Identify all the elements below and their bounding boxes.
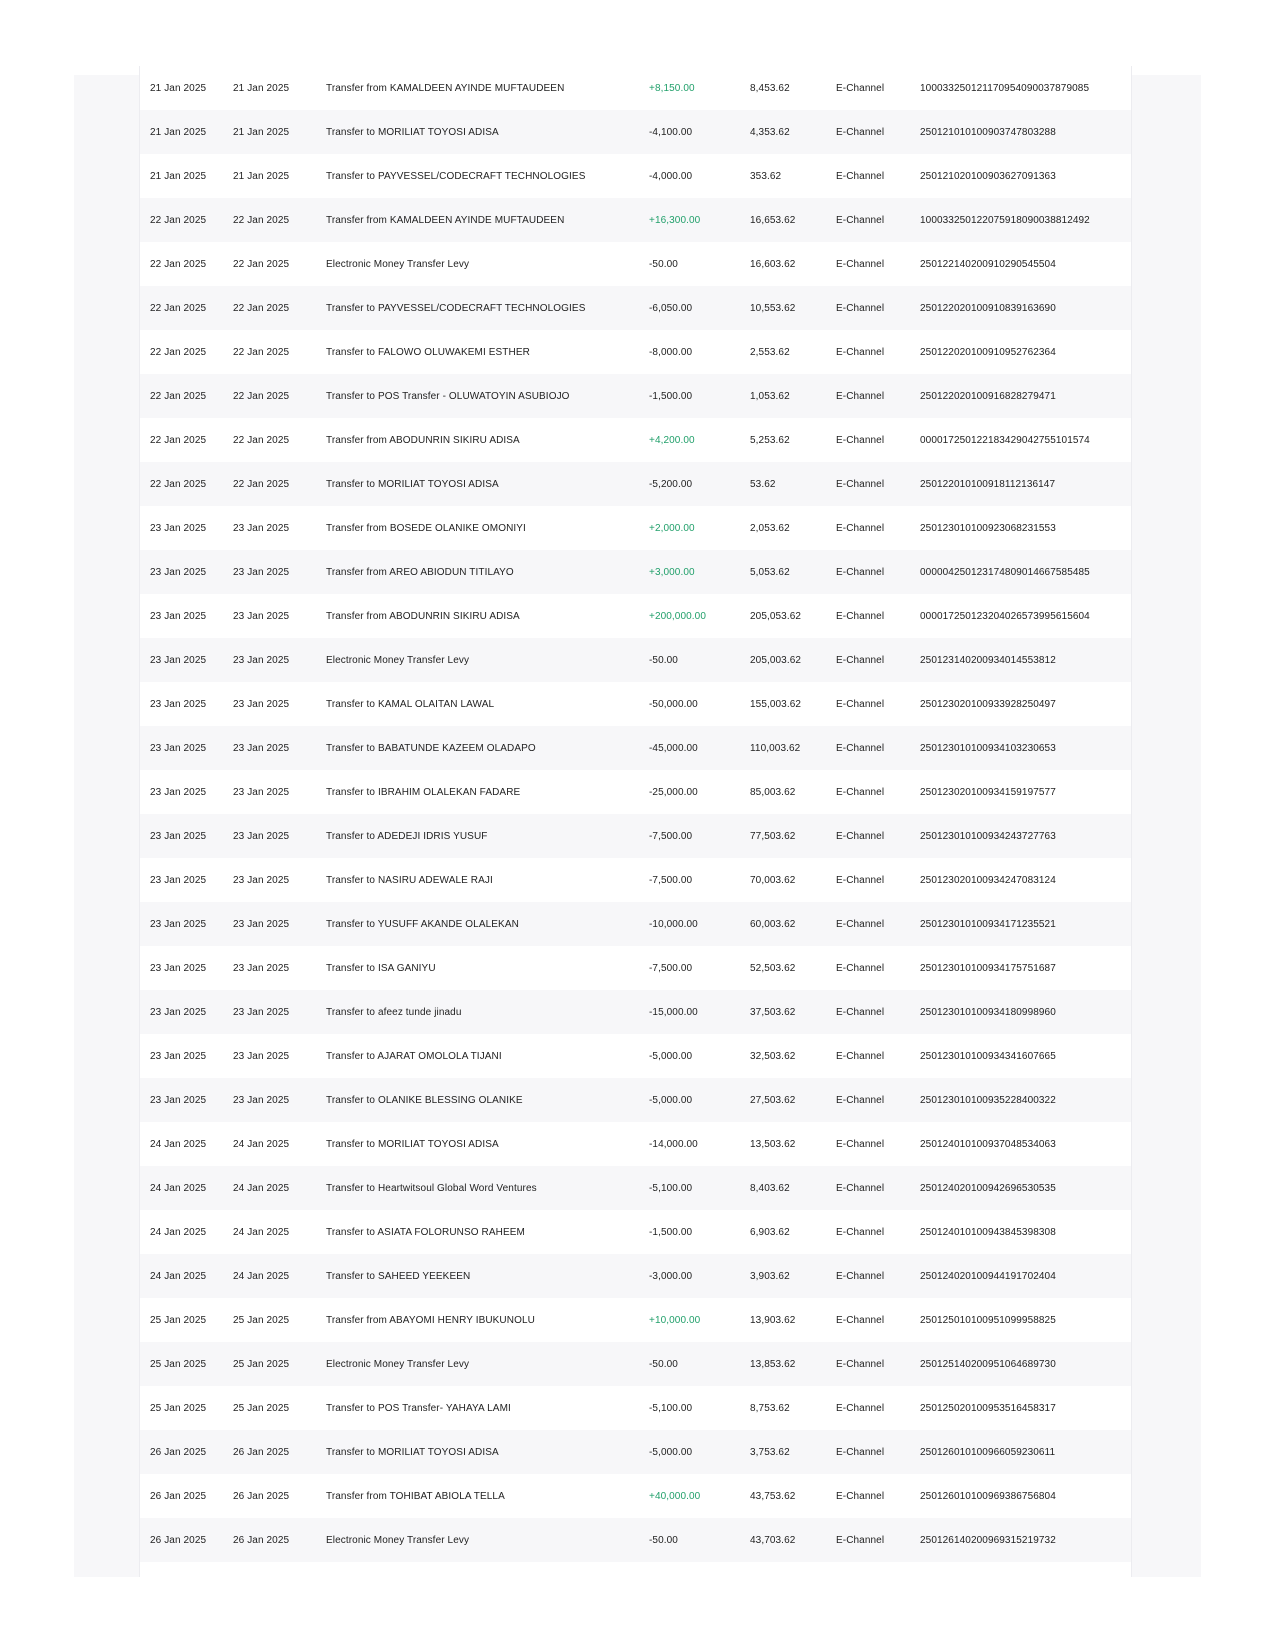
transaction-date: 26 Jan 2025 [140, 1430, 233, 1474]
transaction-description: Transfer to MORILIAT TOYOSI ADISA [326, 1430, 649, 1474]
transaction-channel: E-Channel [836, 1138, 885, 1150]
running-balance: 2,053.62 [750, 522, 790, 534]
transaction-reference: 250123020100933928250497 [920, 698, 1056, 710]
table-row [140, 1122, 1131, 1166]
transaction-description: Transfer from BOSEDE OLANIKE OMONIYI [326, 522, 526, 534]
transaction-description: Transfer to OLANIKE BLESSING OLANIKE [326, 1078, 649, 1122]
transaction-reference: 250125140200951064689730 [920, 1342, 1131, 1386]
running-balance: 10,553.62 [750, 286, 836, 330]
table-row [140, 902, 1131, 946]
running-balance: 5,253.62 [750, 434, 790, 446]
value-date: 24 Jan 2025 [233, 1254, 326, 1298]
transaction-description: Transfer to ISA GANIYU [326, 962, 436, 974]
transaction-reference: 250121010100903747803288 [920, 110, 1131, 154]
transaction-amount: -5,000.00 [649, 1050, 693, 1062]
table-row [140, 330, 1131, 374]
value-date: 24 Jan 2025 [233, 1138, 290, 1150]
value-date: 22 Jan 2025 [233, 374, 326, 418]
value-date: 21 Jan 2025 [233, 110, 326, 154]
running-balance: 3,753.62 [750, 1430, 836, 1474]
value-date: 26 Jan 2025 [233, 1490, 290, 1502]
transaction-date: 25 Jan 2025 [150, 1314, 207, 1326]
transaction-amount: -5,100.00 [649, 1166, 750, 1210]
transaction-reference: 250123020100934247083124 [920, 874, 1056, 886]
transaction-amount: -1,500.00 [649, 374, 750, 418]
running-balance: 2,553.62 [750, 346, 790, 358]
transaction-reference: 250123010100934180998960 [920, 990, 1131, 1034]
transaction-date: 23 Jan 2025 [150, 962, 207, 974]
value-date: 22 Jan 2025 [233, 286, 326, 330]
table-row [140, 242, 1131, 286]
transaction-amount: -5,000.00 [649, 1078, 750, 1122]
transaction-description: Transfer from AREO ABIODUN TITILAYO [326, 550, 649, 594]
running-balance: 32,503.62 [750, 1050, 796, 1062]
table-row [140, 814, 1131, 858]
table-row [140, 110, 1131, 154]
transaction-reference: 250124020100942696530535 [920, 1166, 1131, 1210]
transaction-amount: -50,000.00 [649, 698, 698, 710]
transaction-amount: -50.00 [649, 638, 750, 682]
transaction-reference: 000004250123174809014667585485 [920, 550, 1131, 594]
transaction-date: 22 Jan 2025 [150, 434, 207, 446]
transaction-description: Electronic Money Transfer Levy [326, 638, 649, 682]
value-date: 24 Jan 2025 [233, 1166, 326, 1210]
value-date: 23 Jan 2025 [233, 990, 326, 1034]
transaction-reference: 250122020100910952762364 [920, 346, 1056, 358]
transaction-reference: 000017250123204026573995615604 [920, 610, 1090, 622]
transaction-channel: E-Channel [836, 786, 885, 798]
transaction-description: Transfer to Heartwitsoul Global Word Ventures [326, 1166, 649, 1210]
table-row [140, 154, 1131, 198]
transaction-amount: -25,000.00 [649, 786, 698, 798]
value-date: 23 Jan 2025 [233, 698, 290, 710]
transaction-reference: 250122020100910839163690 [920, 286, 1131, 330]
transaction-amount: -3,000.00 [649, 1254, 750, 1298]
table-row [140, 1518, 1131, 1562]
transaction-reference: 100033250121170954090037879085 [920, 82, 1090, 94]
value-date: 22 Jan 2025 [233, 258, 290, 270]
transaction-description: Transfer from KAMALDEEN AYINDE MUFTAUDEEN [326, 82, 565, 94]
transaction-date: 26 Jan 2025 [140, 1518, 233, 1562]
transaction-reference: 250126140200969315219732 [920, 1518, 1131, 1562]
running-balance: 6,903.62 [750, 1226, 790, 1238]
running-balance: 205,003.62 [750, 638, 836, 682]
transaction-amount: -5,000.00 [649, 1430, 750, 1474]
transaction-date: 23 Jan 2025 [150, 786, 207, 798]
transaction-channel: E-Channel [836, 170, 885, 182]
transaction-reference: 250123010100934341607665 [920, 1050, 1056, 1062]
transaction-description: Transfer from TOHIBAT ABIOLA TELLA [326, 1490, 505, 1502]
transaction-channel: E-Channel [836, 522, 885, 534]
running-balance: 60,003.62 [750, 902, 836, 946]
transaction-channel: E-Channel [836, 1490, 885, 1502]
transaction-amount: -50.00 [649, 258, 678, 270]
value-date: 23 Jan 2025 [233, 1078, 326, 1122]
transaction-date: 24 Jan 2025 [140, 1166, 233, 1210]
running-balance: 13,853.62 [750, 1342, 836, 1386]
value-date: 25 Jan 2025 [233, 1342, 326, 1386]
transaction-date: 22 Jan 2025 [140, 286, 233, 330]
transaction-channel: E-Channel [836, 346, 885, 358]
transaction-channel: E-Channel [836, 814, 920, 858]
transaction-reference: 250123010100935228400322 [920, 1078, 1131, 1122]
transaction-channel: E-Channel [836, 198, 920, 242]
running-balance: 4,353.62 [750, 110, 836, 154]
running-balance: 77,503.62 [750, 814, 836, 858]
transaction-date: 22 Jan 2025 [140, 198, 233, 242]
transaction-channel: E-Channel [836, 990, 920, 1034]
transaction-reference: 250123010100934171235521 [920, 902, 1131, 946]
value-date: 25 Jan 2025 [233, 1402, 290, 1414]
transaction-channel: E-Channel [836, 110, 920, 154]
transaction-amount: -7,500.00 [649, 814, 750, 858]
table-row [140, 1254, 1131, 1298]
transaction-channel: E-Channel [836, 1254, 920, 1298]
transaction-amount: -50.00 [649, 1342, 750, 1386]
transaction-amount: -4,100.00 [649, 110, 750, 154]
transaction-channel: E-Channel [836, 638, 920, 682]
transaction-reference: 250124020100944191702404 [920, 1254, 1131, 1298]
transaction-reference: 250126010100966059230611 [920, 1430, 1131, 1474]
transaction-date: 23 Jan 2025 [150, 1050, 207, 1062]
transaction-description: Transfer to NASIRU ADEWALE RAJI [326, 874, 493, 886]
transaction-description: Transfer from ABAYOMI HENRY IBUKUNOLU [326, 1314, 535, 1326]
table-row [140, 1210, 1131, 1254]
value-date: 22 Jan 2025 [233, 434, 290, 446]
transaction-amount: +2,000.00 [649, 522, 695, 534]
transactions-body [140, 66, 1131, 1562]
transaction-description: Transfer to YUSUFF AKANDE OLALEKAN [326, 902, 649, 946]
running-balance: 70,003.62 [750, 874, 796, 886]
transaction-channel: E-Channel [836, 1430, 920, 1474]
transaction-amount: -45,000.00 [649, 726, 750, 770]
running-balance: 85,003.62 [750, 786, 796, 798]
transaction-reference: 250124010100943845398308 [920, 1226, 1056, 1238]
running-balance: 52,503.62 [750, 962, 796, 974]
transaction-reference: 250123020100934159197577 [920, 786, 1056, 798]
transaction-date: 21 Jan 2025 [150, 82, 207, 94]
transaction-date: 23 Jan 2025 [150, 522, 207, 534]
transaction-date: 23 Jan 2025 [140, 638, 233, 682]
transaction-channel: E-Channel [836, 82, 885, 94]
transaction-amount: -10,000.00 [649, 902, 750, 946]
transaction-amount: -1,500.00 [649, 1226, 693, 1238]
transaction-description: Transfer to AJARAT OMOLOLA TIJANI [326, 1050, 502, 1062]
transaction-channel: E-Channel [836, 962, 885, 974]
value-date: 23 Jan 2025 [233, 726, 326, 770]
transaction-date: 23 Jan 2025 [150, 610, 207, 622]
running-balance: 5,053.62 [750, 550, 836, 594]
transaction-amount: -7,500.00 [649, 962, 693, 974]
value-date: 26 Jan 2025 [233, 1518, 326, 1562]
table-row [140, 682, 1131, 726]
transaction-amount: +10,000.00 [649, 1314, 701, 1326]
transaction-amount: -15,000.00 [649, 990, 750, 1034]
value-date: 23 Jan 2025 [233, 610, 290, 622]
table-row [140, 286, 1131, 330]
transaction-date: 24 Jan 2025 [150, 1138, 207, 1150]
table-row [140, 1298, 1131, 1342]
running-balance: 110,003.62 [750, 726, 836, 770]
running-balance: 37,503.62 [750, 990, 836, 1034]
table-row [140, 726, 1131, 770]
transaction-channel: E-Channel [836, 1518, 920, 1562]
value-date: 23 Jan 2025 [233, 814, 326, 858]
transaction-reference: 250123010100934103230653 [920, 726, 1131, 770]
running-balance: 27,503.62 [750, 1078, 836, 1122]
transaction-reference: 250122010100918112136147 [920, 462, 1131, 506]
transaction-channel: E-Channel [836, 902, 920, 946]
table-row [140, 990, 1131, 1034]
transaction-reference: 250123140200934014553812 [920, 638, 1131, 682]
transaction-channel: E-Channel [836, 1314, 885, 1326]
transaction-amount: -4,000.00 [649, 170, 693, 182]
transaction-amount: +3,000.00 [649, 550, 750, 594]
transaction-date: 22 Jan 2025 [140, 374, 233, 418]
table-row [140, 1166, 1131, 1210]
transaction-channel: E-Channel [836, 462, 920, 506]
transaction-reference: 250123010100934175751687 [920, 962, 1056, 974]
transaction-channel: E-Channel [836, 1402, 885, 1414]
transaction-date: 23 Jan 2025 [140, 902, 233, 946]
table-row [140, 946, 1131, 990]
running-balance: 3,903.62 [750, 1254, 836, 1298]
transaction-channel: E-Channel [836, 550, 920, 594]
value-date: 23 Jan 2025 [233, 786, 290, 798]
transaction-amount: -50.00 [649, 1518, 750, 1562]
transaction-date: 24 Jan 2025 [150, 1226, 207, 1238]
value-date: 23 Jan 2025 [233, 1050, 290, 1062]
transaction-date: 22 Jan 2025 [150, 258, 207, 270]
transaction-date: 23 Jan 2025 [150, 698, 207, 710]
transaction-description: Transfer to POS Transfer - OLUWATOYIN ASUBIOJO [326, 374, 649, 418]
table-row [140, 66, 1131, 110]
transaction-channel: E-Channel [836, 1078, 920, 1122]
transactions-table [140, 66, 1131, 1562]
transaction-description: Transfer to ADEDEJI IDRIS YUSUF [326, 814, 649, 858]
transaction-date: 25 Jan 2025 [140, 1342, 233, 1386]
transaction-date: 21 Jan 2025 [140, 110, 233, 154]
table-row [140, 418, 1131, 462]
transaction-date: 23 Jan 2025 [140, 814, 233, 858]
transaction-amount: -5,200.00 [649, 462, 750, 506]
transaction-date: 23 Jan 2025 [140, 726, 233, 770]
transaction-date: 23 Jan 2025 [140, 1078, 233, 1122]
transaction-description: Transfer to PAYVESSEL/CODECRAFT TECHNOLOGIES [326, 286, 649, 330]
value-date: 23 Jan 2025 [233, 874, 290, 886]
transaction-description: Electronic Money Transfer Levy [326, 258, 470, 270]
transaction-amount: +40,000.00 [649, 1490, 701, 1502]
transaction-reference: 000017250122183429042755101574 [920, 434, 1090, 446]
transaction-date: 21 Jan 2025 [150, 170, 207, 182]
transaction-description: Transfer to BABATUNDE KAZEEM OLADAPO [326, 726, 649, 770]
table-row [140, 858, 1131, 902]
table-row [140, 198, 1131, 242]
running-balance: 1,053.62 [750, 374, 836, 418]
transaction-channel: E-Channel [836, 1342, 920, 1386]
transaction-description: Transfer to MORILIAT TOYOSI ADISA [326, 110, 649, 154]
transaction-reference: 250121020100903627091363 [920, 170, 1056, 182]
transaction-description: Transfer to ASIATA FOLORUNSO RAHEEM [326, 1226, 525, 1238]
transaction-amount: +4,200.00 [649, 434, 695, 446]
transaction-channel: E-Channel [836, 286, 920, 330]
value-date: 23 Jan 2025 [233, 902, 326, 946]
transaction-description: Transfer to POS Transfer- YAHAYA LAMI [326, 1402, 511, 1414]
running-balance: 13,903.62 [750, 1314, 796, 1326]
transaction-date: 25 Jan 2025 [150, 1402, 207, 1414]
transaction-reference: 250124010100937048534063 [920, 1138, 1056, 1150]
running-balance: 8,453.62 [750, 82, 790, 94]
running-balance: 8,753.62 [750, 1402, 790, 1414]
value-date: 23 Jan 2025 [233, 638, 326, 682]
transaction-reference: 100033250122075918090038812492 [920, 198, 1131, 242]
running-balance: 16,603.62 [750, 258, 796, 270]
table-row [140, 1386, 1131, 1430]
table-row [140, 638, 1131, 682]
table-row [140, 374, 1131, 418]
value-date: 23 Jan 2025 [233, 962, 290, 974]
transaction-channel: E-Channel [836, 1226, 885, 1238]
transaction-date: 26 Jan 2025 [150, 1490, 207, 1502]
transaction-reference: 250122140200910290545504 [920, 258, 1056, 270]
table-row [140, 1342, 1131, 1386]
running-balance: 53.62 [750, 462, 836, 506]
transaction-amount: -14,000.00 [649, 1138, 698, 1150]
running-balance: 8,403.62 [750, 1166, 836, 1210]
table-row [140, 550, 1131, 594]
table-row [140, 1474, 1131, 1518]
transaction-channel: E-Channel [836, 258, 885, 270]
transaction-description: Transfer to SAHEED YEEKEEN [326, 1254, 649, 1298]
transaction-description: Transfer from ABODUNRIN SIKIRU ADISA [326, 434, 520, 446]
transaction-description: Transfer to afeez tunde jinadu [326, 990, 649, 1034]
transaction-amount: +8,150.00 [649, 82, 695, 94]
transaction-description: Transfer to MORILIAT TOYOSI ADISA [326, 1138, 499, 1150]
transaction-date: 23 Jan 2025 [150, 874, 207, 886]
transaction-reference: 250125010100951099958825 [920, 1314, 1056, 1326]
transaction-description: Transfer to IBRAHIM OLALEKAN FADARE [326, 786, 521, 798]
value-date: 21 Jan 2025 [233, 82, 290, 94]
running-balance: 205,053.62 [750, 610, 802, 622]
table-row [140, 1078, 1131, 1122]
transaction-date: 22 Jan 2025 [150, 346, 207, 358]
table-row [140, 594, 1131, 638]
table-row [140, 770, 1131, 814]
value-date: 23 Jan 2025 [233, 550, 326, 594]
transaction-reference: 250126010100969386756804 [920, 1490, 1056, 1502]
transaction-channel: E-Channel [836, 374, 920, 418]
value-date: 22 Jan 2025 [233, 346, 290, 358]
transaction-amount: +200,000.00 [649, 610, 706, 622]
transaction-description: Transfer from KAMALDEEN AYINDE MUFTAUDEEN [326, 198, 649, 242]
transaction-reference: 250123010100934243727763 [920, 814, 1131, 858]
table-row [140, 462, 1131, 506]
transaction-reference: 250122020100916828279471 [920, 374, 1131, 418]
running-balance: 16,653.62 [750, 198, 836, 242]
running-balance: 43,753.62 [750, 1490, 796, 1502]
transaction-amount: -5,100.00 [649, 1402, 693, 1414]
transaction-channel: E-Channel [836, 434, 885, 446]
running-balance: 43,703.62 [750, 1518, 836, 1562]
transaction-date: 22 Jan 2025 [140, 462, 233, 506]
transaction-amount: -6,050.00 [649, 286, 750, 330]
value-date: 22 Jan 2025 [233, 462, 326, 506]
transaction-date: 23 Jan 2025 [140, 990, 233, 1034]
transaction-channel: E-Channel [836, 698, 885, 710]
value-date: 26 Jan 2025 [233, 1430, 326, 1474]
value-date: 21 Jan 2025 [233, 170, 290, 182]
value-date: 25 Jan 2025 [233, 1314, 290, 1326]
table-row [140, 1430, 1131, 1474]
transaction-channel: E-Channel [836, 726, 920, 770]
transaction-reference: 250123010100923068231553 [920, 522, 1056, 534]
transaction-description: Transfer to MORILIAT TOYOSI ADISA [326, 462, 649, 506]
running-balance: 155,003.62 [750, 698, 802, 710]
running-balance: 353.62 [750, 170, 782, 182]
transaction-description: Transfer from ABODUNRIN SIKIRU ADISA [326, 610, 520, 622]
transaction-amount: -7,500.00 [649, 874, 693, 886]
statement-card [139, 66, 1132, 1577]
transaction-reference: 250125020100953516458317 [920, 1402, 1056, 1414]
table-row [140, 506, 1131, 550]
transaction-description: Electronic Money Transfer Levy [326, 1518, 649, 1562]
transaction-channel: E-Channel [836, 1166, 920, 1210]
transaction-description: Transfer to FALOWO OLUWAKEMI ESTHER [326, 346, 530, 358]
value-date: 24 Jan 2025 [233, 1226, 290, 1238]
table-row [140, 1034, 1131, 1078]
transaction-description: Electronic Money Transfer Levy [326, 1342, 649, 1386]
transaction-channel: E-Channel [836, 874, 885, 886]
transaction-date: 24 Jan 2025 [140, 1254, 233, 1298]
transaction-description: Transfer to PAYVESSEL/CODECRAFT TECHNOLOGIES [326, 170, 586, 182]
transaction-amount: +16,300.00 [649, 198, 750, 242]
transaction-channel: E-Channel [836, 610, 885, 622]
value-date: 23 Jan 2025 [233, 522, 290, 534]
transaction-date: 23 Jan 2025 [140, 550, 233, 594]
transaction-channel: E-Channel [836, 1050, 885, 1062]
running-balance: 13,503.62 [750, 1138, 796, 1150]
transaction-amount: -8,000.00 [649, 346, 693, 358]
value-date: 22 Jan 2025 [233, 198, 326, 242]
transaction-description: Transfer to KAMAL OLAITAN LAWAL [326, 698, 495, 710]
